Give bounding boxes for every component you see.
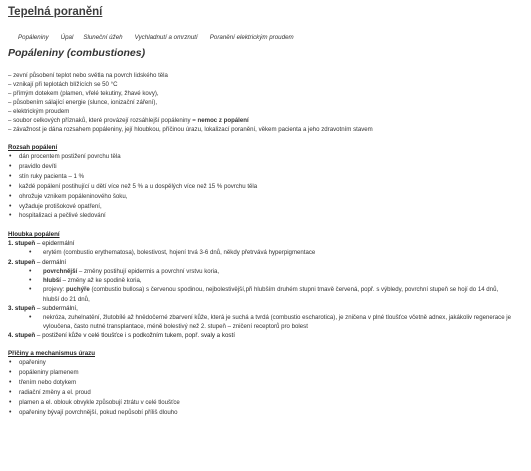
- list-item: • vyžaduje protišokové opatření,: [8, 202, 526, 212]
- list-item: • plamen a el. oblouk obvykle způsobují ztrátu v celé tloušťce: [8, 398, 526, 408]
- priciny-heading: Příčiny a mechanismus úrazu: [8, 350, 96, 358]
- list-item: – vznikají při teplotách blížících se 50 °C: [8, 80, 526, 89]
- list-item-text: (combustio bullosa) s červenou spodinou, nejbolestivější,při hlubším druhém stupni tmavě červená, popř. s výbledy, povrchní stupeň se hojí do 14 dnů, hlubší do 21 dnů,: [43, 286, 499, 303]
- list-item: • každé popálení postihující u dětí více než 5 % a u dospělých více než 15 % povrchu těla: [8, 182, 526, 192]
- term: povrchnější: [43, 267, 78, 275]
- stage-text: – dermální: [36, 258, 67, 266]
- stage-label: 1. stupeň: [8, 240, 36, 248]
- nav-link-slunecni-uzeh[interactable]: Sluneční úžeh: [83, 34, 123, 41]
- stage-2-list: [8, 267, 526, 304]
- stage-text: – epidermální: [36, 240, 75, 248]
- list-item: • opařeniny: [8, 358, 526, 368]
- list-item: – přímým dotekem (plamen, vřelé tekutiny, žhavé kovy),: [8, 89, 526, 98]
- term: hlubší: [43, 276, 61, 284]
- list-item: • radiační změny a el. proud: [8, 388, 526, 398]
- list-item: • erytém (combustio erythematosa), bolestivost, hojení trvá 3-6 dnů, někdy přetrvává hyperpigmentace: [29, 248, 526, 257]
- hloubka-heading: Hloubka popálení: [8, 231, 60, 239]
- nav-link-elektricky-proud[interactable]: Poranění elektrickým proudem: [209, 34, 294, 41]
- list-item: – působením sálající energie (slunce, ionizační záření),: [8, 98, 526, 107]
- stage-4: [8, 331, 526, 340]
- rozsah-list: [8, 152, 526, 221]
- nav-link-popaleniny[interactable]: Popáleniny: [18, 34, 49, 41]
- section-heading: Popáleniny (combustiones): [8, 47, 146, 59]
- stage-2: [8, 258, 526, 267]
- page-title: Tepelná poranění: [8, 6, 103, 18]
- nav-link-upal[interactable]: Úpal: [60, 34, 74, 41]
- stage-label: 2. stupeň: [8, 258, 36, 266]
- nav-link-vychladnuti[interactable]: Vychladnutí a omrznutí: [134, 34, 198, 41]
- document-page: [8, 6, 526, 418]
- list-item: • hospitalizaci a pečlivé sledování: [8, 211, 526, 221]
- list-item: – zevní působení teplot nebo světla na povrch lidského těla: [8, 71, 526, 80]
- topic-nav: [18, 33, 526, 42]
- list-item: • nekróza, zuhelnatění, žlutobílé až hnědočerné zbarvení kůže, která je suchá a tvrdá (combustio escharotica), je zničena v plné tloušťce včetně adnex, jakákoliv regenerace je vyloučena, často nutné transplantace, méně bolestivý než 2. stupeň – zničení receptorů pro bolest: [29, 313, 513, 332]
- list-item: • pravidlo devíti: [8, 162, 526, 172]
- stage-3: [8, 304, 526, 313]
- stage-text: – postižení kůže v celé tloušťce i s podkožním tukem, popř. svaly a kostí: [36, 332, 235, 340]
- stage-label: 3. stupeň: [8, 304, 36, 312]
- list-item-text: – změny až ke spodině koria,: [60, 276, 142, 284]
- list-item: [8, 116, 526, 125]
- list-item-text: – změny postihují epidermis a povrchní vrstvu koria,: [77, 267, 220, 275]
- stage-3-list: [8, 313, 526, 332]
- stage-text: – subdermální,: [36, 304, 78, 312]
- list-item: – elektrickým proudem: [8, 107, 526, 116]
- rozsah-heading: Rozsah popálení: [8, 144, 58, 151]
- stage-1-list: [8, 248, 526, 257]
- list-item: • třením nebo dotykem: [8, 378, 526, 388]
- list-item: – závažnost je dána rozsahem popáleniny, její hloubkou, příčinou úrazu, lokalizací poranění, věkem pacienta a jeho zdravotním stavem: [8, 125, 526, 134]
- list-item-text: soubor celkových příznaků, které provázejí rozsáhlejší popáleniny =: [13, 117, 196, 124]
- list-item: • stín ruky pacienta – 1 %: [8, 172, 526, 182]
- list-item: • dán procentem postižení povrchu těla: [8, 152, 526, 162]
- intro-list: [8, 71, 526, 134]
- list-item-text: projevy:: [43, 286, 65, 294]
- list-item: • ohrožuje vznikem popáleninového šoku,: [8, 192, 526, 202]
- list-item: • popáleniny plamenem: [8, 368, 526, 378]
- stage-1: [8, 239, 526, 248]
- stage-label: 4. stupeň: [8, 332, 36, 340]
- list-item: [29, 267, 526, 276]
- list-item-emphasis: nemoc z popálení: [197, 117, 249, 124]
- list-item: [29, 276, 526, 285]
- list-item: [29, 285, 513, 304]
- term: puchýře: [66, 286, 90, 294]
- priciny-list: [8, 358, 526, 417]
- list-item: • opařeniny bývají povrchnější, pokud nepůsobí příliš dlouho: [8, 408, 526, 418]
